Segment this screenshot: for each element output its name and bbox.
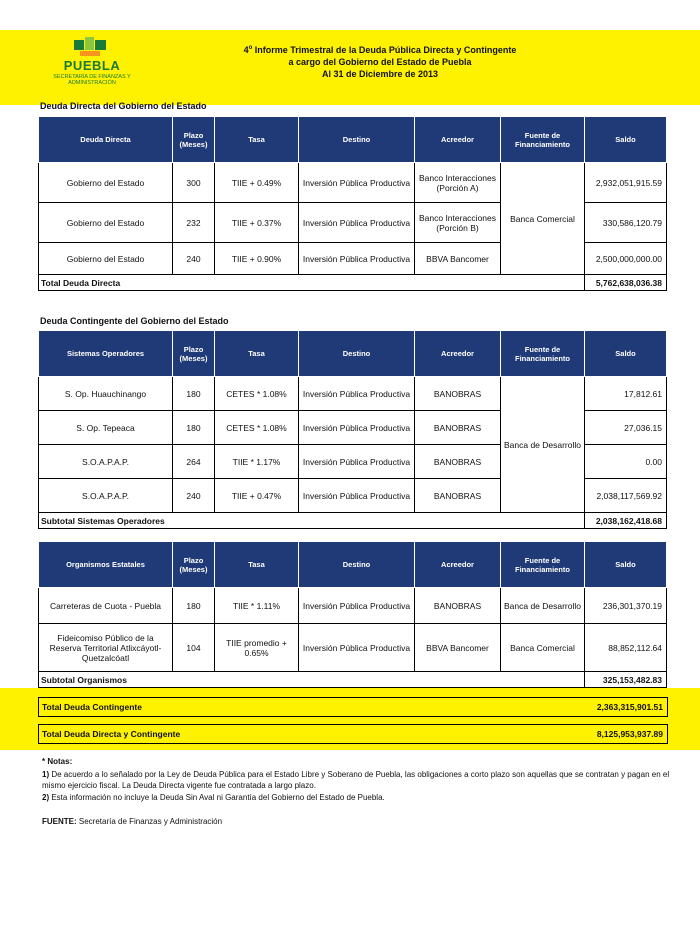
col-header: Plazo (Meses): [173, 542, 215, 588]
cell-tasa: CETES * 1.08%: [215, 411, 299, 445]
report-title: [180, 42, 580, 80]
col-header: Acreedor: [415, 542, 501, 588]
col-header: Destino: [299, 542, 415, 588]
cell-plazo: 180: [173, 377, 215, 411]
note-1: 1) De acuerdo a lo señalado por la Ley de Deuda Pública para el Estado Libre y Soberano de Puebla, las obligaciones a corto plazo son aquellas que se contratan y pagan en el mismo ejercicio fiscal. La Deuda Directa vigente fue contratada a largo plazo.: [42, 770, 670, 790]
col-header: Organismos Estatales: [39, 542, 173, 588]
cell-entidad: Gobierno del Estado: [39, 203, 173, 243]
cell-entidad: S.O.A.P.A.P.: [39, 479, 173, 513]
cell-acreedor: BANOBRAS: [415, 479, 501, 513]
cell-fuente: Banca de Desarrollo: [501, 377, 585, 513]
col-header: Plazo (Meses): [173, 117, 215, 163]
cell-plazo: 104: [173, 624, 215, 672]
title-line-2: a cargo del Gobierno del Estado de Puebla: [288, 57, 472, 67]
cell-saldo: 2,932,051,915.59: [585, 163, 667, 203]
grand-total-box: [38, 724, 668, 744]
table-header-row: [39, 117, 667, 163]
table-deuda-directa: [38, 116, 667, 291]
col-header: Acreedor: [415, 331, 501, 377]
cell-acreedor: BANOBRAS: [415, 445, 501, 479]
cell-destino: Inversión Pública Productiva: [299, 624, 415, 672]
note-2: 2) Esta información no incluye la Deuda Sin Aval ni Garantía del Gobierno del Estado de Puebla.: [42, 793, 385, 802]
notes-block: [42, 756, 672, 827]
cell-plazo: 300: [173, 163, 215, 203]
table-header-row: [39, 542, 667, 588]
title-line-3: Al 31 de Diciembre de 2013: [321, 69, 439, 79]
total-contingente-value: 2,363,315,901.51: [596, 702, 663, 712]
logo-name: PUEBLA: [63, 58, 121, 73]
puebla-logo-mark-icon: [72, 36, 108, 58]
cell-tasa: TIIE + 0.90%: [215, 243, 299, 275]
cell-saldo: 236,301,370.19: [585, 588, 667, 624]
col-header: Destino: [299, 117, 415, 163]
subtotal-label: Subtotal Organismos: [39, 672, 585, 688]
title-line-1: 4$^o$ Informe Trimestral de la Deuda Pública Directa y Contingente: [243, 45, 517, 55]
table-row: [39, 624, 667, 672]
col-header: Saldo: [585, 331, 667, 377]
subtotal-label: Subtotal Sistemas Operadores: [39, 513, 585, 529]
cell-entidad: Fideicomiso Público de la Reserva Territorial Atlixcáyotl-Quetzalcóatl: [39, 624, 173, 672]
cell-acreedor: BANOBRAS: [415, 588, 501, 624]
cell-entidad: S.O.A.P.A.P.: [39, 445, 173, 479]
cell-tasa: CETES * 1.08%: [215, 377, 299, 411]
total-contingente-label: Total Deuda Contingente: [42, 702, 142, 712]
cell-saldo: 88,852,112.64: [585, 624, 667, 672]
cell-entidad: Carreteras de Cuota - Puebla: [39, 588, 173, 624]
grand-total-label: Total Deuda Directa y Contingente: [42, 729, 181, 739]
col-header: Destino: [299, 331, 415, 377]
cell-acreedor: Banco Interacciones (Porción B): [415, 203, 501, 243]
cell-saldo: 2,038,117,569.92: [585, 479, 667, 513]
col-header: Saldo: [585, 542, 667, 588]
cell-tasa: TIIE * 1.17%: [215, 445, 299, 479]
cell-tasa: TIIE + 0.47%: [215, 479, 299, 513]
grand-total-value: 8,125,953,937.89: [596, 729, 663, 739]
cell-plazo: 180: [173, 411, 215, 445]
col-header: Deuda Directa: [39, 117, 173, 163]
cell-tasa: TIIE + 0.37%: [215, 203, 299, 243]
total-value: 5,762,638,036.38: [585, 275, 667, 291]
cell-entidad: S. Op. Huauchinango: [39, 377, 173, 411]
subtotal-row: [39, 672, 667, 688]
cell-destino: Inversión Pública Productiva: [299, 588, 415, 624]
table-header-row: [39, 331, 667, 377]
cell-fuente: Banca Comercial: [501, 624, 585, 672]
logo-subtitle: SECRETARÍA DE FINANZAS Y ADMINISTRACIÓN: [53, 74, 131, 86]
cell-plazo: 240: [173, 243, 215, 275]
cell-entidad: Gobierno del Estado: [39, 163, 173, 203]
cell-saldo: 17,812.61: [585, 377, 667, 411]
cell-saldo: 2,500,000,000.00: [585, 243, 667, 275]
notes-title: * Notas:: [42, 757, 73, 766]
col-header: Plazo (Meses): [173, 331, 215, 377]
cell-acreedor: BANOBRAS: [415, 377, 501, 411]
cell-plazo: 180: [173, 588, 215, 624]
puebla-logo: [52, 36, 132, 96]
cell-acreedor: BANOBRAS: [415, 411, 501, 445]
source-line: FUENTE: Secretaría de Finanzas y Administración: [42, 817, 223, 826]
subtotal-value: 2,038,162,418.68: [585, 513, 667, 529]
col-header: Acreedor: [415, 117, 501, 163]
total-row: [39, 275, 667, 291]
cell-tasa: TIIE + 0.49%: [215, 163, 299, 203]
cell-destino: Inversión Pública Productiva: [299, 377, 415, 411]
table-row: [39, 163, 667, 203]
col-header: Tasa: [215, 117, 299, 163]
cell-acreedor: BBVA Bancomer: [415, 243, 501, 275]
cell-entidad: Gobierno del Estado: [39, 243, 173, 275]
table-row: [39, 588, 667, 624]
cell-saldo: 27,036.15: [585, 411, 667, 445]
col-header: Fuente de Financiamiento: [501, 542, 585, 588]
cell-acreedor: Banco Interacciones (Porción A): [415, 163, 501, 203]
total-label: Total Deuda Directa: [39, 275, 585, 291]
cell-tasa: TIIE promedio + 0.65%: [215, 624, 299, 672]
cell-plazo: 240: [173, 479, 215, 513]
col-header: Saldo: [585, 117, 667, 163]
col-header: Tasa: [215, 331, 299, 377]
col-header: Tasa: [215, 542, 299, 588]
table-organismos-estatales: [38, 541, 667, 688]
subtotal-row: [39, 513, 667, 529]
col-header: Fuente de Financiamiento: [501, 117, 585, 163]
cell-destino: Inversión Pública Productiva: [299, 163, 415, 203]
cell-acreedor: BBVA Bancomer: [415, 624, 501, 672]
cell-fuente: Banca Comercial: [501, 163, 585, 275]
cell-destino: Inversión Pública Productiva: [299, 445, 415, 479]
section-title-contingente: Deuda Contingente del Gobierno del Estado: [40, 316, 229, 326]
col-header: Fuente de Financiamiento: [501, 331, 585, 377]
cell-plazo: 232: [173, 203, 215, 243]
cell-saldo: 0.00: [585, 445, 667, 479]
cell-destino: Inversión Pública Productiva: [299, 411, 415, 445]
cell-tasa: TIIE * 1.11%: [215, 588, 299, 624]
subtotal-value: 325,153,482.83: [585, 672, 667, 688]
cell-destino: Inversión Pública Productiva: [299, 479, 415, 513]
cell-fuente: Banca de Desarrollo: [501, 588, 585, 624]
cell-entidad: S. Op. Tepeaca: [39, 411, 173, 445]
cell-saldo: 330,586,120.79: [585, 203, 667, 243]
col-header: Sistemas Operadores: [39, 331, 173, 377]
cell-destino: Inversión Pública Productiva: [299, 243, 415, 275]
section-title-directa: Deuda Directa del Gobierno del Estado: [40, 101, 207, 111]
table-sistemas-operadores: [38, 330, 667, 529]
total-contingente-box: [38, 697, 668, 717]
table-row: [39, 377, 667, 411]
cell-plazo: 264: [173, 445, 215, 479]
cell-destino: Inversión Pública Productiva: [299, 203, 415, 243]
